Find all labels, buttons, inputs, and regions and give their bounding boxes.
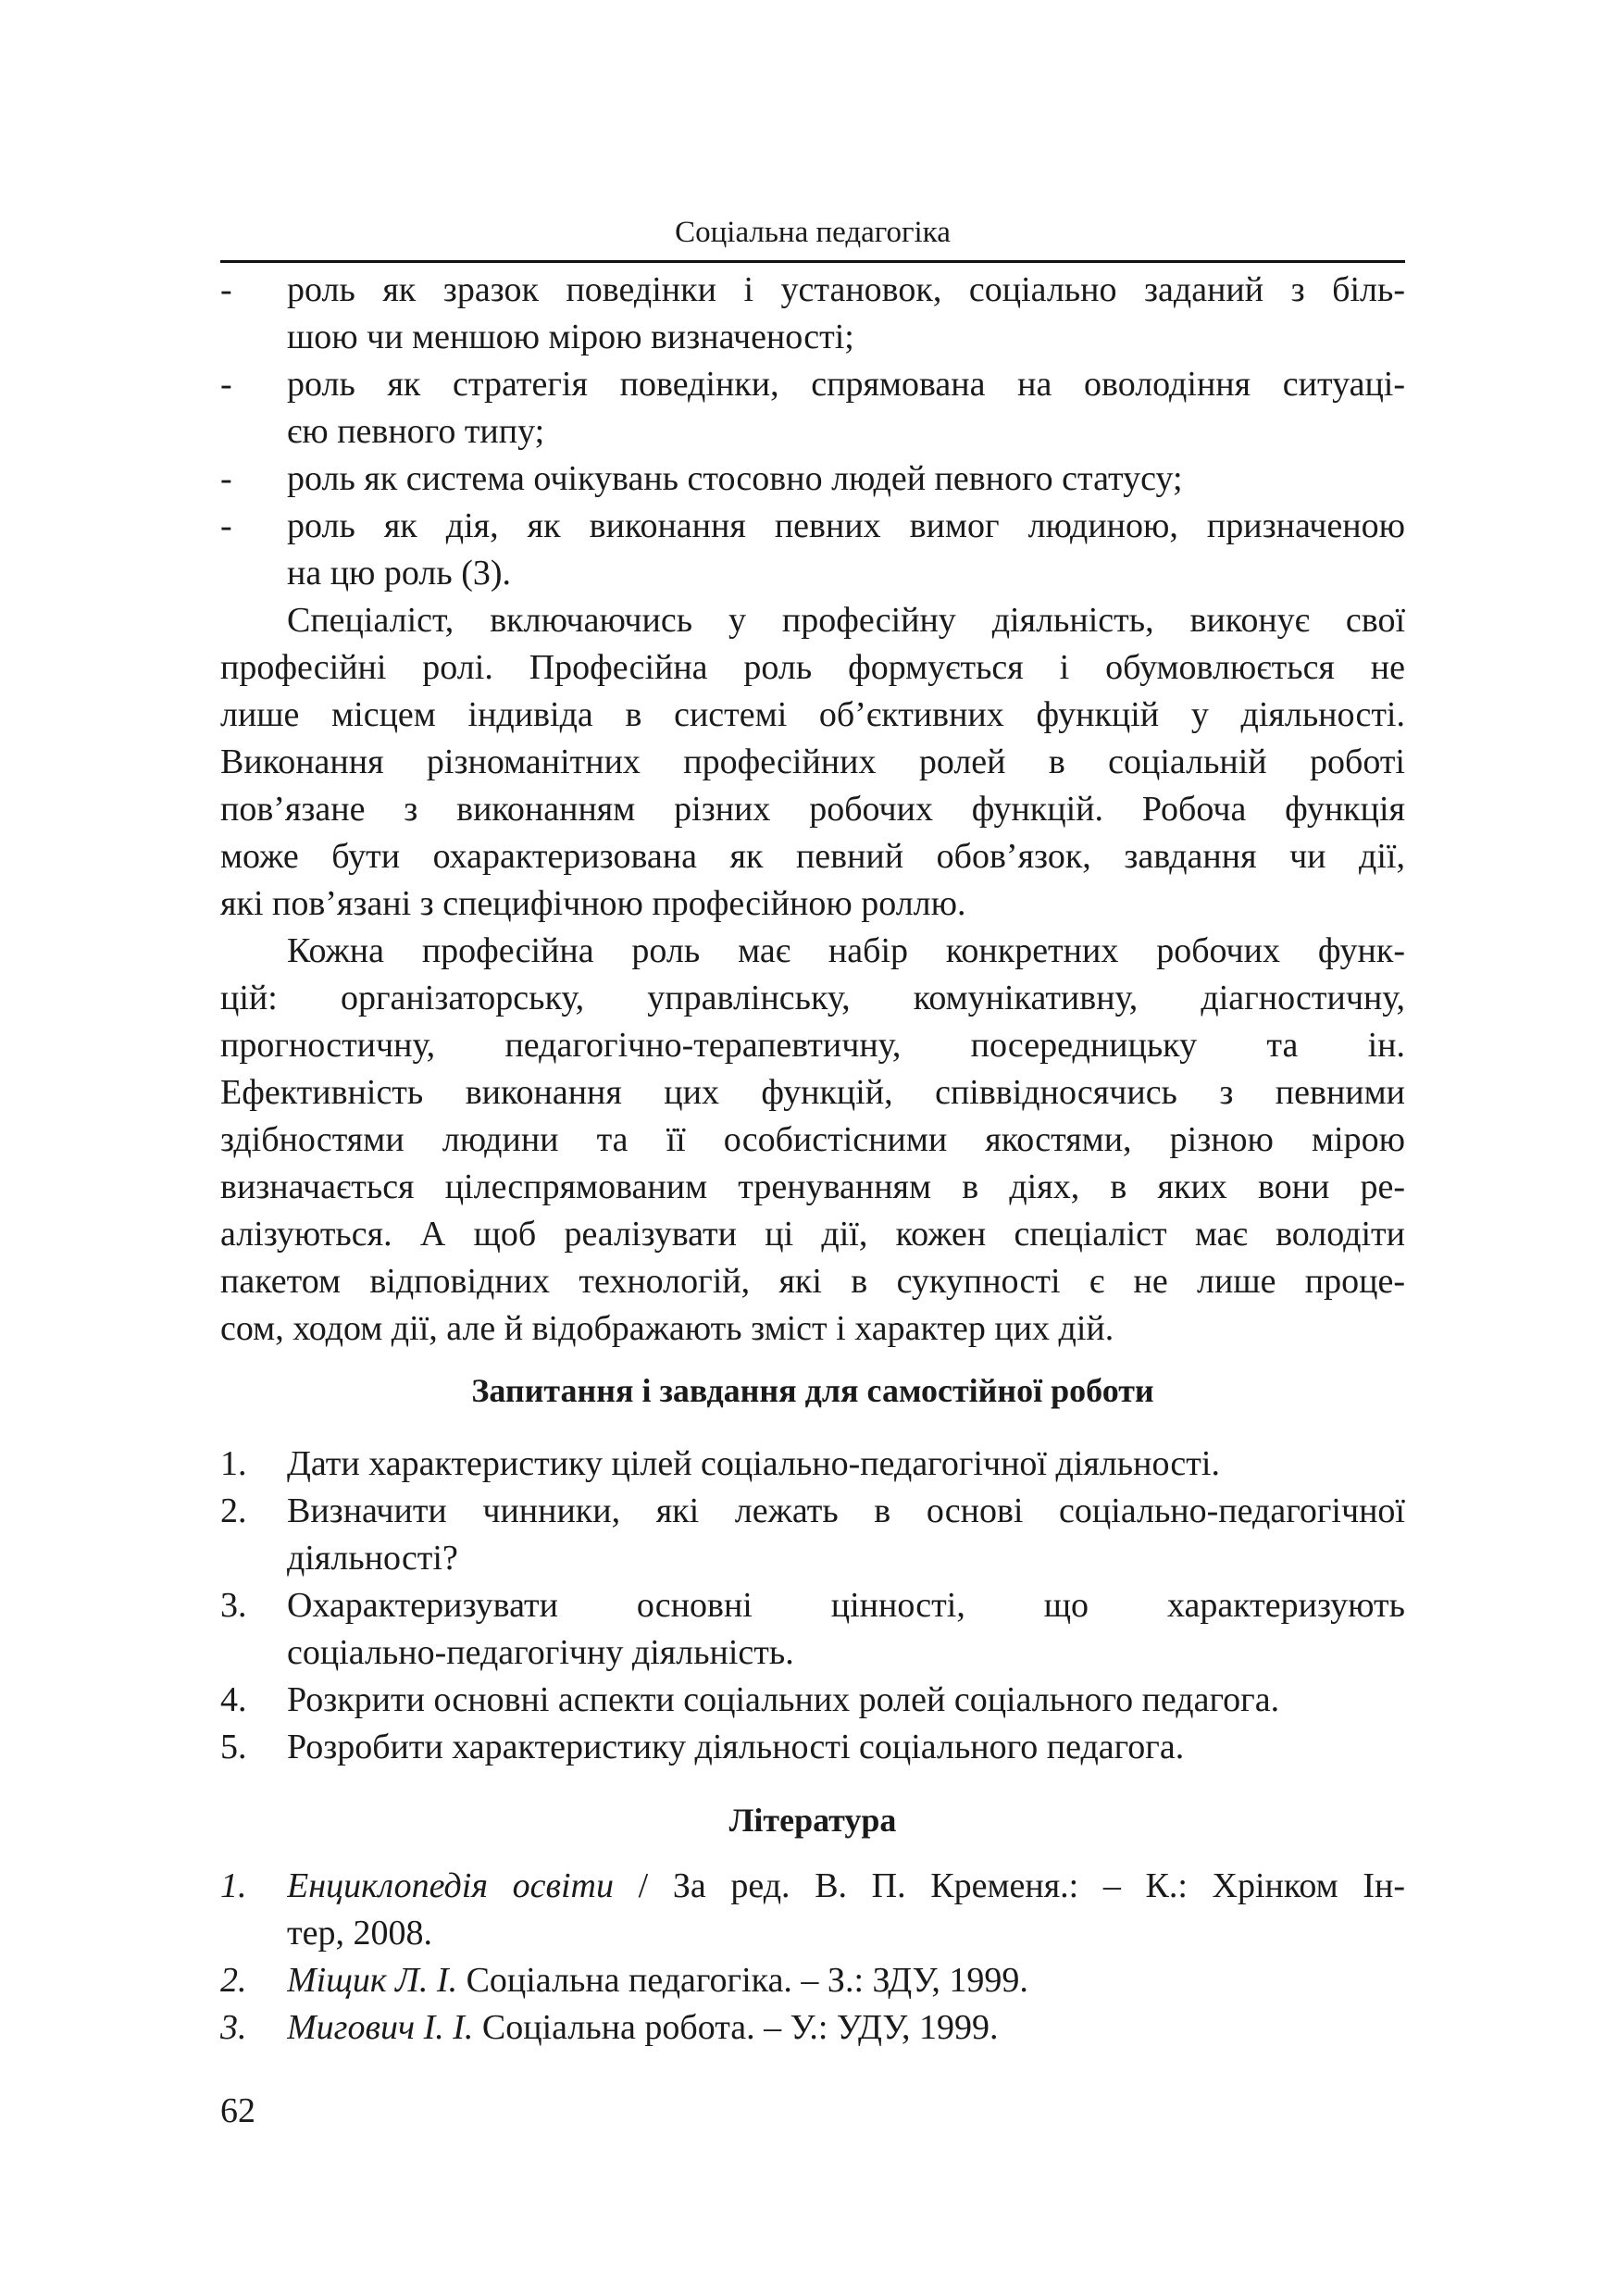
paragraph — [220, 597, 1405, 928]
text-line — [220, 1863, 1405, 1910]
list-marker: 2. — [220, 1491, 247, 1530]
text-line — [220, 267, 1405, 314]
list-marker: 5. — [220, 1728, 247, 1766]
text-line — [220, 1677, 1405, 1724]
line-text: Дати характеристику цілей соціально-педагогічної діяльності. — [287, 1444, 1220, 1483]
line-text: сом, ходом дії, але й відображають зміст і характер цих дій. — [220, 1309, 1114, 1348]
question-item — [220, 1441, 1405, 1488]
bullet-item — [220, 267, 1405, 361]
text-line — [220, 1910, 1405, 1957]
page-number: 62 — [220, 2091, 255, 2130]
line-text: роль як зразок поведінки і установок, соціально заданий з біль- — [287, 270, 1405, 309]
list-marker: 2. — [220, 1961, 247, 2000]
list-marker: - — [220, 506, 232, 545]
line-text: Спеціаліст, включаючись у професійну діяльність, виконує свої — [287, 601, 1405, 640]
paragraphs — [220, 597, 1405, 1353]
question-item — [220, 1582, 1405, 1677]
text-line — [220, 1441, 1405, 1488]
list-marker: 4. — [220, 1680, 247, 1719]
line-text — [287, 1957, 1405, 2004]
text-line — [220, 361, 1405, 408]
text-line — [220, 1957, 1405, 2004]
citation-details: Соціальна робота. – У.: УДУ, 1999. — [473, 2008, 999, 2047]
line-text: алізуються. А щоб реалізувати ці дії, кожен спеціаліст має володіти — [220, 1215, 1405, 1254]
line-text: Кожна професійна роль має набір конкретних робочих функ- — [287, 931, 1405, 970]
line-text: цій: організаторську, управлінську, комунікативну, діагностичну, — [220, 979, 1405, 1017]
literature-item — [220, 1863, 1405, 1957]
text-line — [220, 975, 1405, 1022]
bullet-item — [220, 455, 1405, 503]
line-text: лише місцем індивіда в системі об’єктивних функцій у діяльності. — [220, 695, 1405, 734]
text-line — [220, 2004, 1405, 2052]
line-text: єю певного типу; — [287, 412, 545, 451]
line-text: здібностями людини та її особистісними якостями, різною мірою — [220, 1120, 1405, 1159]
text-line — [220, 1724, 1405, 1771]
text-line — [220, 692, 1405, 739]
text-line — [220, 1117, 1405, 1164]
line-text: професійні ролі. Професійна роль формується і обумовлюється не — [220, 648, 1405, 687]
line-text: може бути охарактеризована як певний обов’язок, завдання чи дії, — [220, 837, 1405, 876]
list-marker: 1. — [220, 1866, 247, 1905]
text-line — [220, 408, 1405, 455]
text-line — [220, 1582, 1405, 1629]
body-text — [220, 267, 1405, 1353]
line-text: діяльності? — [287, 1539, 458, 1578]
questions-heading: Запитання і завдання для самостійної роботи — [471, 1372, 1154, 1409]
list-marker: - — [220, 459, 232, 498]
line-text: пакетом відповідних технологій, які в сукупності є не лише проце- — [220, 1262, 1405, 1301]
citation-details: / За ред. В. П. Кременя.: – К.: Хрінком Ін- — [614, 1866, 1405, 1905]
line-text: які пов’язані з специфічною професійною роллю. — [220, 884, 966, 923]
text-line — [220, 833, 1405, 880]
text-line — [220, 644, 1405, 692]
citation-author-title: Енциклопедія освіти — [287, 1866, 614, 1905]
citation-author-title: Міщик Л. І. — [287, 1961, 458, 2000]
literature-item — [220, 2004, 1405, 2052]
text-line — [220, 314, 1405, 361]
line-text: пов’язане з виконанням різних робочих функцій. Робоча функція — [220, 790, 1405, 829]
list-marker: - — [220, 365, 232, 404]
line-text: Розробити характеристику діяльності соціального педагога. — [287, 1728, 1185, 1766]
text-line — [220, 928, 1405, 975]
text-line — [220, 786, 1405, 833]
question-item — [220, 1677, 1405, 1724]
literature-item — [220, 1957, 1405, 2004]
text-line — [220, 503, 1405, 550]
text-line — [220, 1629, 1405, 1677]
line-text: Ефективність виконання цих функцій, співвідносячись з певними — [220, 1073, 1405, 1112]
text-line — [220, 1305, 1405, 1353]
list-marker: - — [220, 270, 232, 309]
text-line — [220, 1069, 1405, 1117]
text-line — [220, 1258, 1405, 1305]
questions-list — [220, 1441, 1405, 1771]
list-marker: 1. — [220, 1444, 247, 1483]
question-item — [220, 1488, 1405, 1582]
bullet-item — [220, 361, 1405, 455]
text-line — [220, 1535, 1405, 1582]
question-item — [220, 1724, 1405, 1771]
line-text: Охарактеризувати основні цінності, що характеризують — [287, 1586, 1405, 1625]
running-header: Соціальна педагогіка — [675, 216, 951, 249]
line-text: шою чи меншою мірою визначеності; — [287, 318, 854, 356]
text-line — [220, 880, 1405, 928]
list-marker: 3. — [220, 2008, 247, 2047]
line-text: соціально-педагогічну діяльність. — [287, 1633, 794, 1672]
paragraph — [220, 928, 1405, 1353]
text-line — [220, 1211, 1405, 1258]
list-marker: 3. — [220, 1586, 247, 1625]
text-line — [220, 739, 1405, 786]
text-line — [220, 1022, 1405, 1069]
text-line — [220, 455, 1405, 503]
line-text: роль як система очікувань стосовно людей певного статусу; — [287, 459, 1183, 498]
line-text: Виконання різноманітних професійних ролей в соціальній роботі — [220, 742, 1405, 781]
line-text: на цю роль (3). — [287, 554, 512, 593]
text-line — [220, 550, 1405, 597]
line-text: прогностичну, педагогічно-терапевтичну, посередницьку та ін. — [220, 1026, 1405, 1065]
text-line — [220, 597, 1405, 644]
line-text: тер, 2008. — [287, 1914, 432, 1953]
bullet-list — [220, 267, 1405, 597]
bullet-item — [220, 503, 1405, 597]
literature-list — [220, 1863, 1405, 2052]
citation-author-title: Мигович І. І. — [287, 2008, 474, 2047]
text-line — [220, 1488, 1405, 1535]
line-text: визначається цілеспрямованим тренуванням в діях, в яких вони ре- — [220, 1167, 1405, 1206]
header-rule — [220, 260, 1405, 263]
line-text: роль як дія, як виконання певних вимог людиною, призначеною — [287, 506, 1405, 545]
line-text: роль як стратегія поведінки, спрямована на оволодіння ситуаці- — [287, 365, 1405, 404]
line-text — [287, 1863, 1405, 1910]
line-text — [287, 2004, 1405, 2052]
text-line — [220, 1164, 1405, 1211]
line-text: Визначити чинники, які лежать в основі соціально-педагогічної — [287, 1491, 1405, 1530]
citation-details: Соціальна педагогіка. – З.: ЗДУ, 1999. — [457, 1961, 1028, 2000]
literature-heading: Література — [728, 1802, 897, 1839]
line-text: Розкрити основні аспекти соціальних ролей соціального педагога. — [287, 1680, 1280, 1719]
